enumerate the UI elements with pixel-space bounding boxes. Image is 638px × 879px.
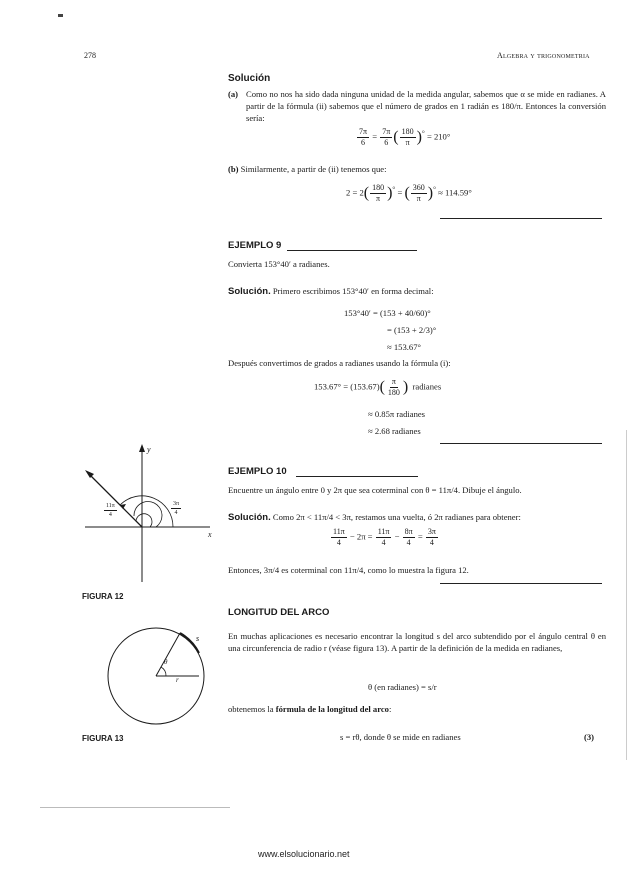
example10-eq: $\frac{11\pi}{4}$ − 2π = $\frac{11\pi}{4}$ − $\frac{8\pi}{4}$ = $\frac{3\pi}{4}$ xyxy=(333,527,436,547)
angle-3pi-4-label: $\frac{3\pi}{4}$ xyxy=(173,501,180,516)
scan-margin-line xyxy=(626,430,627,760)
theta-label: θ xyxy=(164,658,168,666)
example9-then: Después convertimos de grados a radianes usando la fórmula (i): xyxy=(228,358,451,368)
figure-13-label: FIGURA 13 xyxy=(82,734,124,743)
example10-title: EJEMPLO 10 xyxy=(228,466,287,477)
part-a-label: (a) xyxy=(228,89,239,99)
example9-eq1: 153°40′ = (153 + 40/60)° xyxy=(344,308,431,318)
x-axis-label: x xyxy=(208,530,212,539)
example9-eq6: ≈ 2.68 radianes xyxy=(368,426,421,436)
arc-s-label: s xyxy=(196,634,200,643)
example9-eq2: = (153 + 2/3)° xyxy=(387,325,437,335)
end-rule xyxy=(440,218,602,219)
example9-eq5: ≈ 0.85π radianes xyxy=(368,409,426,419)
running-title: Algebra y trigonometria xyxy=(497,51,590,60)
end-rule xyxy=(440,443,602,444)
radian-definition: θ (en radianes) = s/r xyxy=(368,682,437,692)
figure-12-diagram xyxy=(80,440,220,590)
title-rule xyxy=(287,250,417,251)
equation-a: $\frac{7\pi}{6}$ = $\frac{7\pi}{6}$ ( $\frac{180}{\pi}$ )° = 210° xyxy=(359,127,451,147)
example10-conclusion: Entonces, 3π/4 es coterminal con 11π/4, como lo muestra la figura 12. xyxy=(228,565,469,575)
figure-12-label: FIGURA 12 xyxy=(82,592,124,601)
part-b: (b) Similarmente, a partir de (ii) tenemos que: xyxy=(228,164,387,174)
example9-solution: Solución. Primero escribimos 153°40′ en forma decimal: xyxy=(228,286,434,297)
equation-b: 2 = 2( $\frac{180}{\pi}$ )° = ( $\frac{360}{\pi}$ )° ≈ 114.59° xyxy=(346,183,472,203)
title-rule xyxy=(296,476,418,477)
example9-title: EJEMPLO 9 xyxy=(228,240,282,251)
page-number: 278 xyxy=(84,51,96,60)
example9-eq4: 153.67° = (153.67)( $\frac{\pi}{180}$ ) radianes xyxy=(314,377,442,397)
arc-length-heading: LONGITUD DEL ARCO xyxy=(228,607,330,618)
formula-number: (3) xyxy=(584,732,595,742)
scan-edge-line xyxy=(40,807,230,808)
radius-r-label: r xyxy=(176,676,179,684)
obtain-line: obtenemos la fórmula de la longitud del arco: xyxy=(228,704,392,714)
footer-url: www.elsolucionario.net xyxy=(258,849,350,859)
arc-length-formula: s = rθ, donde θ se mide en radianes xyxy=(340,732,461,742)
scan-mark xyxy=(58,14,63,17)
example9-statement: Convierta 153°40′ a radianes. xyxy=(228,259,330,269)
solution-heading: Solución xyxy=(228,73,271,84)
example10-statement: Encuentre un ángulo entre 0 y 2π que sea coterminal con θ = 11π/4. Dibuje el ángulo. xyxy=(228,485,522,495)
end-rule xyxy=(440,583,602,584)
angle-11pi-4-label: $\frac{11\pi}{4}$ xyxy=(106,503,115,518)
y-axis-label: y xyxy=(147,445,151,454)
example9-eq3: ≈ 153.67° xyxy=(387,342,421,352)
figure-13-diagram xyxy=(100,620,220,732)
part-a-text: Como no nos ha sido dada ninguna unidad de la medida angular, sabemos que α se mide en radianes. A partir de la fórmula (ii) sabemos que el número de grados en 1 radián es 180/π. Entonces la conversión sería: xyxy=(246,89,606,123)
example10-solution: Solución. Como 2π < 11π/4 < 3π, restamos una vuelta, ó 2π radianes para obtener: xyxy=(228,512,521,523)
arc-length-paragraph: En muchas aplicaciones es necesario encontrar la longitud s del arco subtendido por el ángulo central θ en una circunferencia de radio r (véase figura 13). A partir de la definición de la medida en radianes, xyxy=(228,631,606,653)
